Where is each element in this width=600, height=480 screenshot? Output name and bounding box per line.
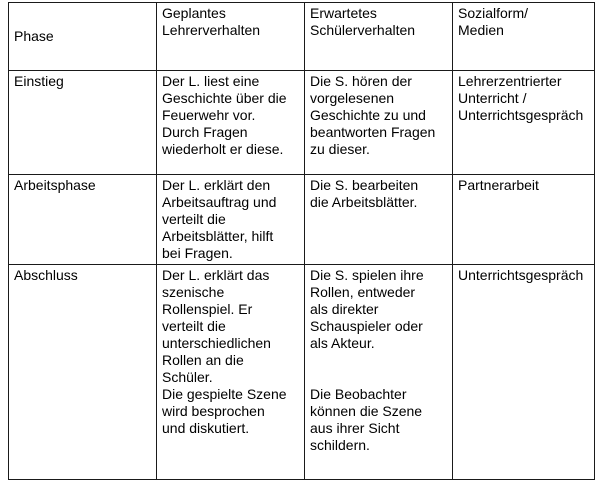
lesson-plan-table [8,2,595,480]
social-form-cell: Unterrichtsgespräch [453,265,595,480]
student-behavior-cell: Die S. hören der vorgelesenen Geschichte zu und beantworten Fragen zu dieser. [305,71,453,175]
student-behavior-text-a: Die S. spielen ihre Rollen, entweder als direkter Schauspieler oder als Akteur. [310,267,424,351]
header-phase: Phase [9,3,157,71]
header-row [9,3,595,71]
student-behavior-cell: Die S. bearbeiten die Arbeitsblätter. [305,175,453,265]
phase-cell: Abschluss [9,265,157,480]
table-row [9,265,595,480]
social-form-cell: Lehrerzentrierter Unterricht / Unterrichtsgespräch [453,71,595,175]
table-row [9,175,595,265]
header-student-behavior: Erwartetes Schülerverhalten [305,3,453,71]
teacher-behavior-cell: Der L. erklärt das szenische Rollenspiel. Er verteilt die unterschiedlichen Rollen an die Schüler. Die gespielte Szene wird besprochen und diskutiert. [157,265,305,480]
header-social-form: Sozialform/ Medien [453,3,595,71]
social-form-cell: Partnerarbeit [453,175,595,265]
student-behavior-text-b: Die Beobachter können die Szene aus ihrer Sicht schildern. [310,386,423,453]
teacher-behavior-cell: Der L. liest eine Geschichte über die Feuerwehr vor. Durch Fragen wiederholt er diese. [157,71,305,175]
student-behavior-cell [305,265,453,480]
header-teacher-behavior: Geplantes Lehrerverhalten [157,3,305,71]
teacher-behavior-cell: Der L. erklärt den Arbeitsauftrag und verteilt die Arbeitsblätter, hilft bei Fragen. [157,175,305,265]
phase-cell: Arbeitsphase [9,175,157,265]
phase-cell: Einstieg [9,71,157,175]
table-row [9,71,595,175]
